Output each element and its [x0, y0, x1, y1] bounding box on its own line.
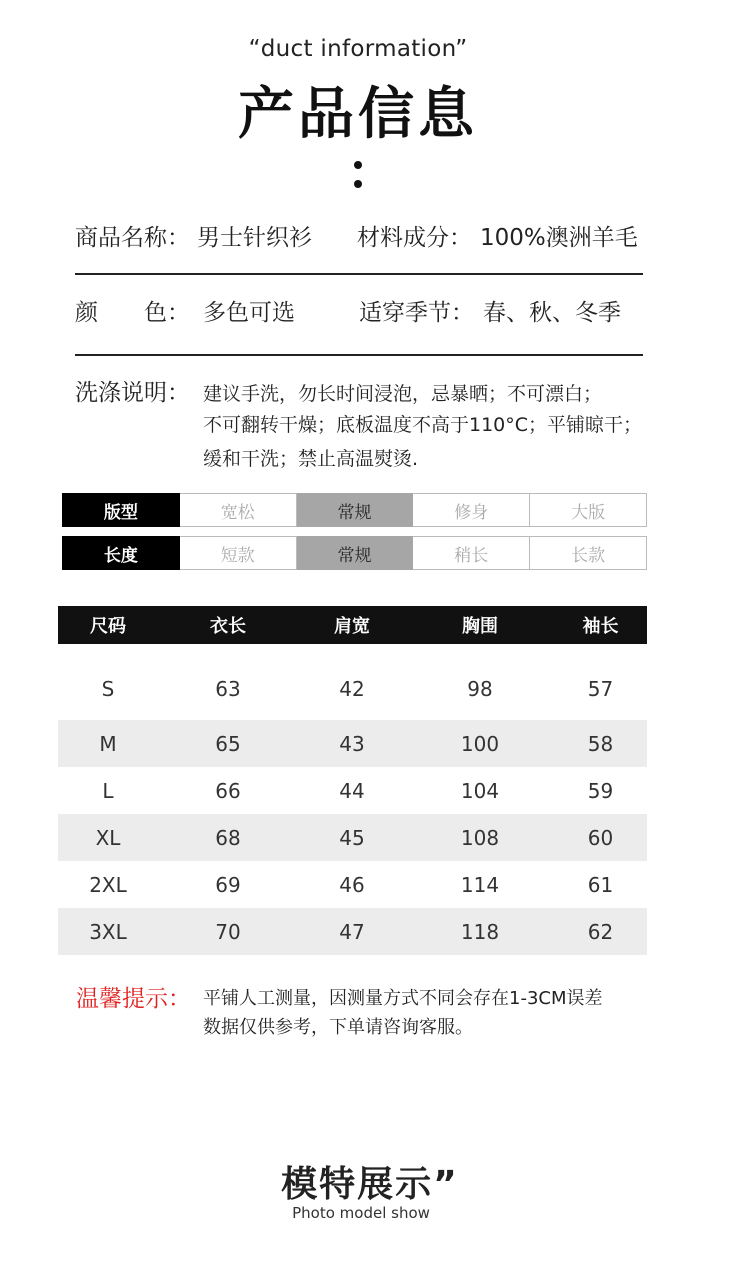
- cell-size: L: [102, 778, 114, 803]
- size-table-header: [58, 606, 647, 644]
- color-label: 颜 色：: [75, 300, 190, 326]
- wash-line: 建议手洗，勿长时间浸泡，忌暴晒；不可漂白；: [203, 383, 603, 405]
- cell-length: 68: [158, 814, 298, 861]
- cell-length: 70: [158, 908, 298, 955]
- cell-chest: 100: [406, 720, 554, 767]
- cell-sleeve: 61: [587, 872, 614, 897]
- header-chest: 胸围: [406, 606, 554, 644]
- cell-shoulder: 46: [339, 872, 365, 897]
- cell-sleeve: 58: [554, 720, 647, 767]
- fit-type-table: [62, 493, 647, 527]
- option-oversize: 大版: [530, 494, 647, 527]
- option-short: 短款: [179, 537, 296, 570]
- cell-sleeve: 62: [554, 908, 647, 955]
- wash-label: 洗涤说明：: [75, 380, 190, 406]
- option-loose: 宽松: [179, 494, 296, 527]
- cell-length: 69: [215, 872, 241, 897]
- product-name-label: 商品名称：: [75, 225, 190, 251]
- english-title: “duct information”: [248, 36, 468, 62]
- option-slightly-long: 稍长: [413, 537, 530, 570]
- header-length: 衣长: [158, 606, 298, 644]
- header-size: 尺码: [58, 606, 158, 644]
- cell-chest: 118: [406, 908, 554, 955]
- fit-type-label: 版型: [63, 494, 180, 527]
- cell-size: S: [101, 677, 115, 701]
- cell-size: 3XL: [58, 908, 158, 955]
- table-row: [58, 861, 647, 908]
- cell-size: XL: [58, 814, 158, 861]
- tip-label: 温馨提示：: [76, 986, 191, 1012]
- cell-chest: 98: [467, 677, 493, 701]
- option-regular-length-selected: 常规: [296, 537, 413, 570]
- cell-size: M: [58, 720, 158, 767]
- cell-shoulder: 47: [298, 908, 406, 955]
- model-section-title: 模特展示”: [281, 1164, 459, 1205]
- tip-line: 数据仅供参考，下单请咨询客服。: [203, 1017, 473, 1038]
- divider: [75, 273, 643, 275]
- wash-line: 不可翻转干燥；底板温度不高于110°C；平铺晾干；: [203, 414, 643, 436]
- table-row: [58, 908, 647, 955]
- wash-line: 缓和干洗；禁止高温熨烫.: [203, 448, 419, 470]
- page-title: 产品信息: [238, 82, 478, 147]
- cell-chest: 108: [406, 814, 554, 861]
- season-label: 适穿季节：: [359, 300, 474, 326]
- product-name-value: 男士针织衫: [197, 225, 312, 251]
- material-value: 100%澳洲羊毛: [480, 225, 638, 251]
- size-table: [58, 606, 647, 955]
- header-sleeve: 袖长: [554, 606, 647, 644]
- length-table: [62, 536, 647, 570]
- cell-chest: 114: [460, 872, 500, 897]
- cell-shoulder: 44: [339, 778, 365, 803]
- table-row: [58, 814, 647, 861]
- length-label: 长度: [63, 537, 180, 570]
- cell-chest: 104: [460, 778, 500, 803]
- cell-shoulder: 45: [298, 814, 406, 861]
- color-value: 多色可选: [203, 300, 295, 326]
- cell-sleeve: 59: [587, 778, 614, 803]
- option-slim: 修身: [413, 494, 530, 527]
- season-value: 春、秋、冬季: [483, 300, 621, 326]
- material-label: 材料成分：: [357, 225, 472, 251]
- table-row: [58, 720, 647, 767]
- divider: [75, 354, 643, 356]
- cell-sleeve: 57: [587, 677, 614, 701]
- model-section-subtitle: Photo model show: [292, 1204, 430, 1222]
- cell-length: 66: [215, 778, 241, 803]
- cell-size: 2XL: [89, 872, 127, 897]
- tip-line: 平铺人工测量，因测量方式不同会存在1-3CM误差: [203, 988, 603, 1009]
- colon-dot-top: [354, 161, 362, 169]
- colon-dot-bottom: [354, 180, 362, 188]
- cell-sleeve: 60: [554, 814, 647, 861]
- option-regular-selected: 常规: [296, 494, 413, 527]
- cell-length: 63: [215, 677, 241, 701]
- cell-length: 65: [158, 720, 298, 767]
- cell-shoulder: 42: [339, 677, 365, 701]
- table-row: [58, 767, 647, 814]
- cell-shoulder: 43: [298, 720, 406, 767]
- header-shoulder: 肩宽: [298, 606, 406, 644]
- table-row: [58, 644, 647, 720]
- option-long: 长款: [530, 537, 647, 570]
